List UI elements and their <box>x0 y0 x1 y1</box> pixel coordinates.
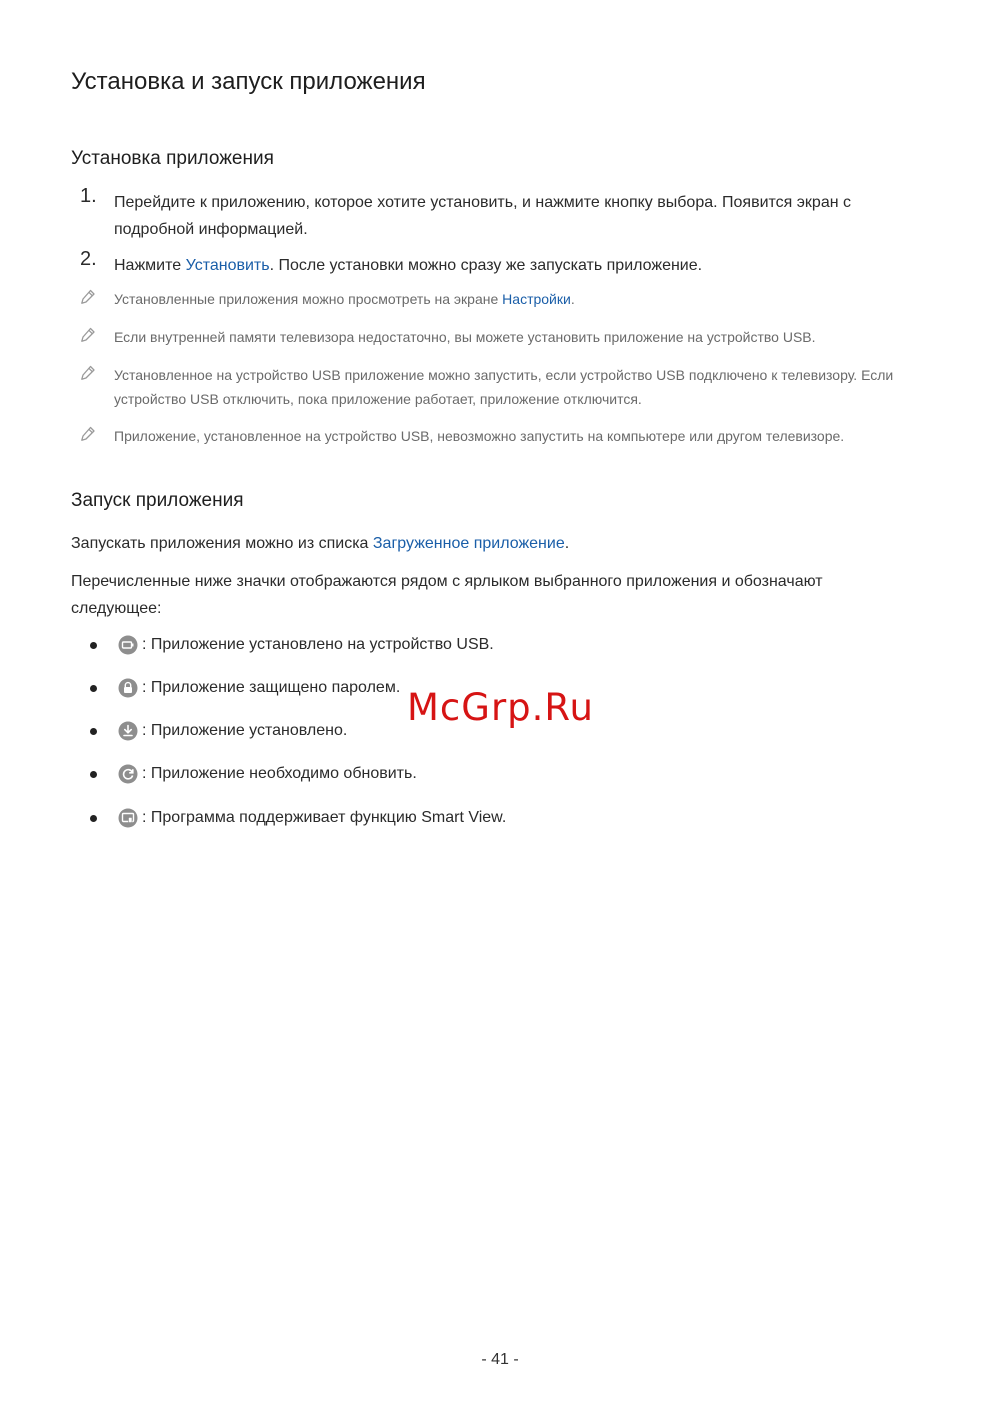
note-usb-other-device <box>80 424 910 448</box>
launch-section-title: Запуск приложения <box>71 490 244 511</box>
step-text: Перейдите к приложению, которое хотите установить, и нажмите кнопку выбора. Появится экран с подробной информацией. <box>114 194 851 238</box>
step-number: 1. <box>80 185 97 207</box>
step-text <box>114 252 900 279</box>
bullet-dot <box>90 771 97 778</box>
install-step-1 <box>80 185 900 243</box>
bullet-dot <box>90 815 97 822</box>
install-link[interactable]: Установить <box>185 257 270 274</box>
pencil-icon <box>80 327 96 343</box>
note-memory <box>80 325 910 349</box>
note-text: Установленное на устройство USB приложение можно запустить, если устройство USB подключено к телевизору. Если устройство USB отключить, пока приложение работает, приложение отключится. <box>114 367 894 407</box>
icon-description: : Приложение установлено на устройство USB. <box>142 636 494 653</box>
note-text-before: Установленные приложения можно просмотреть на экране <box>114 291 503 307</box>
icon-description: : Приложение установлено. <box>142 722 348 739</box>
note-usb-connected <box>80 363 910 411</box>
pencil-icon <box>80 365 96 381</box>
settings-link[interactable]: Настройки <box>502 291 571 307</box>
icon-description: : Приложение необходимо обновить. <box>142 765 417 782</box>
downloaded-app-link[interactable]: Загруженное приложение <box>372 535 565 552</box>
launch-description: Перечисленные ниже значки отображаются рядом с ярлыком выбранного приложения и обозначают следующее: <box>71 573 823 617</box>
icon-description: : Программа поддерживает функцию Smart View. <box>142 809 507 826</box>
note-text: Приложение, установленное на устройство USB, невозможно запустить на компьютере или другом телевизоре. <box>114 428 845 444</box>
icon-description: : Приложение защищено паролем. <box>142 679 401 696</box>
page-title: Установка и запуск приложения <box>71 68 426 95</box>
launch-intro-before: Запускать приложения можно из списка <box>71 535 373 552</box>
note-text: Если внутренней памяти телевизора недостаточно, вы можете установить приложение на устройство USB. <box>114 329 816 345</box>
bullet-dot <box>90 685 97 692</box>
launch-intro <box>71 530 891 557</box>
bullet-dot <box>90 642 97 649</box>
download-icon <box>118 721 138 741</box>
launch-intro-after: . <box>564 535 570 552</box>
pencil-icon <box>80 289 96 305</box>
bullet-dot <box>90 728 97 735</box>
step-text-before: Нажмите <box>114 257 186 274</box>
usb-icon <box>118 635 138 655</box>
page-number: - 41 - <box>481 1351 519 1368</box>
lock-icon <box>118 678 138 698</box>
install-step-2 <box>80 248 900 279</box>
watermark: McGrp.Ru <box>407 686 594 729</box>
step-text-after: . После установки можно сразу же запускать приложение. <box>269 257 703 274</box>
smart-view-icon <box>118 808 138 828</box>
pencil-icon <box>80 426 96 442</box>
refresh-icon <box>118 764 138 784</box>
note-settings <box>80 287 910 311</box>
note-text-after: . <box>570 291 575 307</box>
step-number: 2. <box>80 248 97 270</box>
install-section-title: Установка приложения <box>71 148 274 169</box>
